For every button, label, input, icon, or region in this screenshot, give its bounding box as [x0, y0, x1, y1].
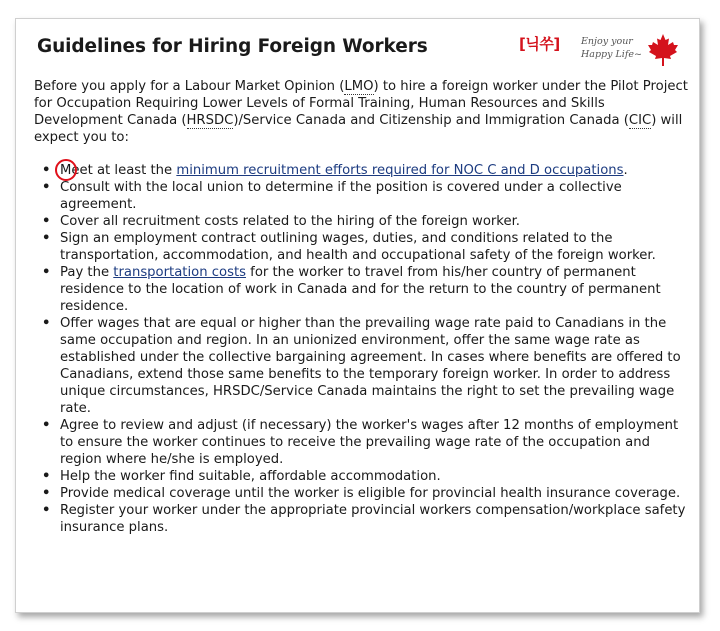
list-item: • Pay the transportation costs for the worker to travel from his/her country of permanent residence to the location of work in Canada and for the return to the country of permanent residence.	[42, 265, 661, 314]
intro-paragraph: Before you apply for a Labour Market Opinion (LMO) to hire a foreign worker under the Pilot Project for Occupation Requiring Lower Levels of Formal Training, Human Resources and Skills Development Canada (HRSDC)/Service Canada and Citizenship and Immigration Canada (CIC) will expect you to:	[34, 79, 688, 145]
cic-abbr[interactable]: CIC	[628, 113, 652, 128]
list-item: • Offer wages that are equal or higher than the prevailing wage rate paid to Canadians in the same occupation and region. In an unionized environment, offer the same wage rate as established under the collective bargaining agreement. In cases where benefits are offered to Canadians, extend those same benefits to the temporary foreign worker. In order to address unique circumstances, HRSDC/Service Canada maintains the right to set the prevailing wage rate.	[42, 316, 681, 416]
list-item: • Help the worker find suitable, affordable accommodation.	[42, 469, 441, 484]
logo-slogan-line1: Enjoy your	[581, 36, 633, 47]
list-item: • Sign an employment contract outlining wages, duties, and conditions related to the transportation, accommodation, and health and occupational safety of the foreign worker.	[42, 231, 656, 263]
hrsdc-abbr[interactable]: HRSDC	[186, 113, 234, 128]
logo-slogan-line2: Happy Life~	[581, 49, 642, 60]
highlight-circle	[55, 159, 77, 181]
transportation-costs-link[interactable]: transportation costs	[113, 265, 246, 280]
noc-recruitment-link[interactable]: minimum recruitment efforts required for NOC C and D occupations	[176, 163, 624, 178]
list-item: • Register your worker under the appropriate provincial workers compensation/workplace safety insurance plans.	[42, 503, 686, 535]
lmo-abbr[interactable]: LMO	[344, 79, 374, 94]
logo-tag: [닉쑤]	[519, 35, 560, 53]
page-title: Guidelines for Hiring Foreign Workers	[37, 36, 428, 57]
list-item: • Cover all recruitment costs related to the hiring of the foreign worker.	[42, 214, 520, 229]
list-item: • Provide medical coverage until the worker is eligible for provincial health insurance coverage.	[42, 486, 681, 501]
guidelines-list	[38, 162, 688, 536]
list-item: • Agree to review and adjust (if necessary) the worker's wages after 12 months of employment to ensure the worker continues to receive the prevailing wage rate of the occupation and region where he/she is employed.	[42, 418, 679, 467]
maple-leaf-icon	[647, 33, 679, 67]
content-frame	[15, 18, 700, 613]
list-item: • Meet at least the minimum recruitment efforts required for NOC C and D occupations.	[42, 163, 628, 178]
blog-logo	[519, 32, 689, 72]
list-item: • Consult with the local union to determine if the position is covered under a collective agreement.	[42, 180, 622, 212]
